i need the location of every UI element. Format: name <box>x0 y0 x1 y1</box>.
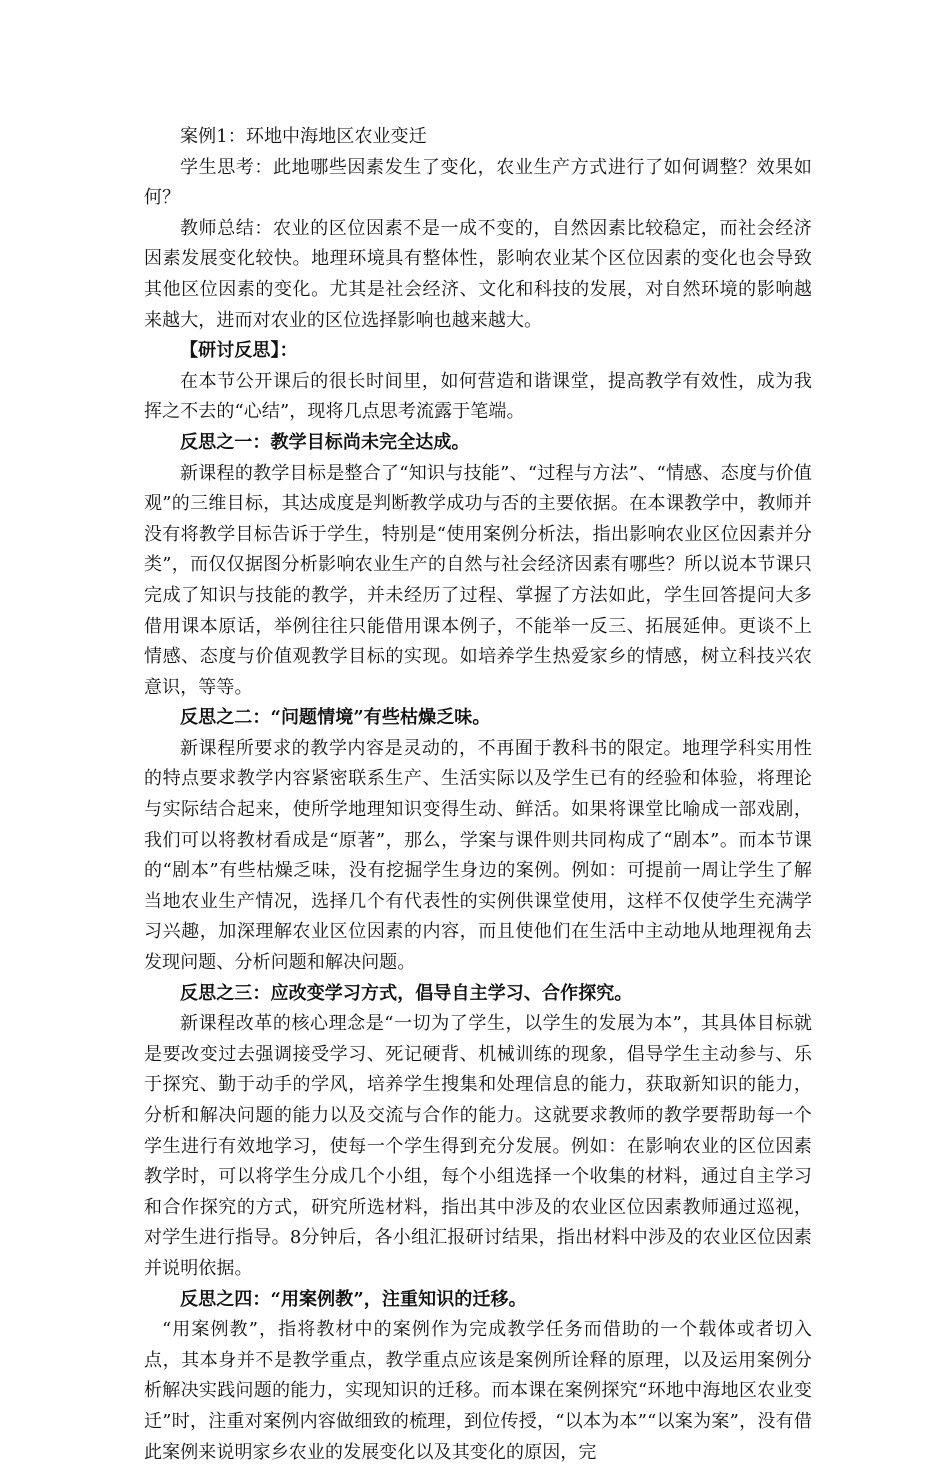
reflection-2-body: 新课程所要求的教学内容是灵动的，不再囿于教科书的限定。地理学科实用性的特点要求教学内容紧密联系生产、生活实际以及学生已有的经验和体验，将理论与实际结合起来，使所学地理知识变得生动、鲜活。如果将课堂比喻成一部戏剧，我们可以将教材看成是“原著”，那么，学案与课件则共同构成了“剧本”。而本节课的“剧本”有些枯燥乏味，没有挖掘学生身边的案例。例如：可提前一周让学生了解当地农业生产情况，选择几个有代表性的实例供课堂使用，这样不仅使学生充满学习兴趣，加深理解农业区位因素的内容，而且使他们在生活中主动地从地理视角去发现问题、分析问题和解决问题。 <box>144 737 812 974</box>
reflection-3-body: 新课程改革的核心理念是“一切为了学生，以学生的发展为本”，其具体目标就是要改变过去强调接受学习、死记硬背、机械训练的现象，倡导学生主动参与、乐于探究、勤于动手的学风，培养学生搜集和处理信息的能力，获取新知识的能力，分析和解决问题的能力以及交流与合作的能力。这就要求教师的教学要帮助每一个学生进行有效地学习，使每一个学生得到充分发展。例如：在影响农业的区位因素教学时，可以将学生分成几个小组，每个小组选择一个收集的材料，通过自主学习和合作探究的方式，研究所选材料，指出其中涉及的农业区位因素教师通过巡视，对学生进行指导。8分钟后，各小组汇报研讨结果，指出材料中涉及的农业区位因素并说明依据。 <box>144 1013 812 1279</box>
reflection-4-body: “用案例教”，指将教材中的案例作为完成教学任务而借助的一个载体或者切入点，其本身并不是教学重点，教学重点应该是案例所诠释的原理，以及运用案例分析解决实践问题的能力，实现知识的迁移。而本课在案例探究“环地中海地区农业变迁”时，注重对案例内容做细致的梳理，到位传授，“以本为本”“以案为案”，没有借此案例来说明家乡农业的发展变化以及其变化的原因，完 <box>144 1319 812 1463</box>
reflection-2-heading: 反思之二：“问题情境”有些枯燥乏味。 <box>180 707 491 729</box>
case-title: 案例1：环地中海地区农业变迁 <box>180 126 427 147</box>
student-question: 学生思考：此地哪些因素发生了变化，农业生产方式进行了如何调整？效果如何？ <box>144 156 812 209</box>
reflection-1-body: 新课程的教学目标是整合了“知识与技能”、“过程与方法”、“情感、态度与价值观”的三维目标，其达成度是判断教学成功与否的主要依据。在本课教学中，教师并没有将教学目标告诉于学生，特别是“使用案例分析法，指出影响农业区位因素并分类”，而仅仅据图分析影响农业生产的自然与社会经济因素有哪些？所以说本节课只完成了知识与技能的教学，并未经历了过程、掌握了方法如此，学生回答提问大多借用课本原话，举例往往只能借用课本例子，不能举一反三、拓展延伸。更谈不上情感、态度与价值观教学目标的实现。如培养学生热爱家乡的情感，树立科技兴农意识，等等。 <box>144 462 812 698</box>
reflection-intro: 在本节公开课后的很长时间里，如何营造和谐课堂，提高教学有效性，成为我挥之不去的“心结”，现将几点思考流露于笔端。 <box>144 370 812 423</box>
reflection-3-heading: 反思之三：应改变学习方式，倡导自主学习、合作探究。 <box>180 982 633 1004</box>
section-heading-reflection: 【研讨反思】： <box>180 340 298 362</box>
reflection-1-heading: 反思之一：教学目标尚未完全达成。 <box>180 431 470 453</box>
document-page <box>144 122 812 1468</box>
reflection-4-heading: 反思之四：“用案例教”，注重知识的迁移。 <box>180 1288 527 1310</box>
teacher-summary: 教师总结：农业的区位因素不是一成不变的，自然因素比较稳定，而社会经济因素发展变化较快。地理环境具有整体性，影响农业某个区位因素的变化也会导致其他区位因素的变化。尤其是社会经济、文化和科技的发展，对自然环境的影响越来越大，进而对农业的区位选择影响也越来越大。 <box>144 217 812 331</box>
